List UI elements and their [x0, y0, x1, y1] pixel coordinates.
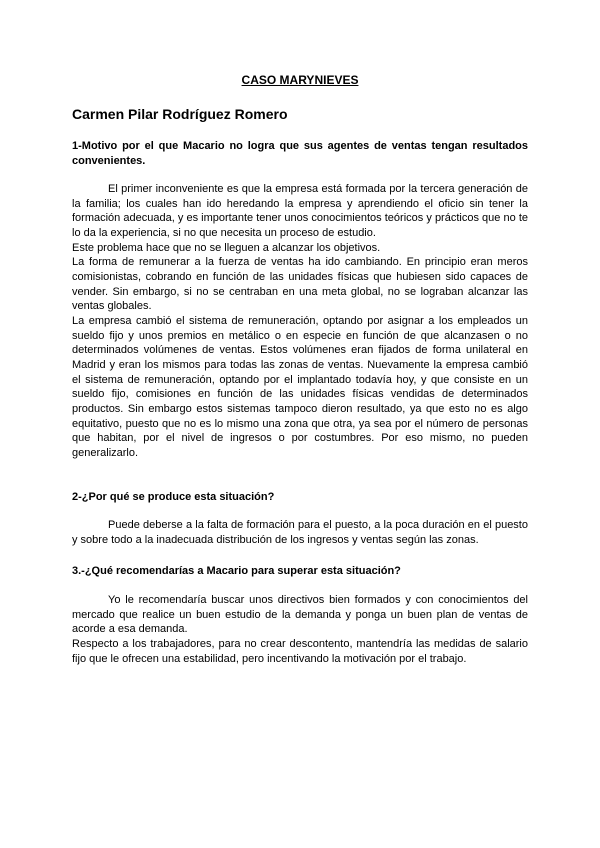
- answer-3-paragraph-1: Yo le recomendaría buscar unos directivos bien formados y con conocimientos del mercado que realice un buen estudio de la demanda y ponga un buen plan de ventas de acorde a esa demanda.: [72, 594, 528, 636]
- document-title: CASO MARYNIEVES: [241, 73, 359, 87]
- answer-1: [72, 182, 528, 460]
- answer-3-paragraph-2: Respecto a los trabajadores, para no crear descontento, mantendría las medidas de salario fijo que le ofrecen una estabilidad, pero incentivando la motivación por el trabajo.: [72, 637, 528, 665]
- answer-3: [72, 593, 528, 666]
- answer-1-paragraph-2: Este problema hace que no se lleguen a alcanzar los objetivos.: [72, 241, 381, 254]
- question-2-heading: 2-¿Por qué se produce esta situación?: [72, 491, 275, 503]
- answer-1-paragraph-3: La forma de remunerar a la fuerza de ventas ha ido cambiando. En principio eran meros comisionistas, cobrando en función de las unidades físicas que hubiesen sido capaces de vender. Sin embargo, si no se centraban en una meta global, no se lograban alcanzar las ventas globales.: [72, 256, 528, 313]
- answer-2: [72, 518, 528, 547]
- author-name: Carmen Pilar Rodríguez Romero: [72, 106, 288, 122]
- answer-1-paragraph-1: El primer inconveniente es que la empresa está formada por la tercera generación de la familia; los cuales han ido heredando la empresa y aprendiendo el oficio sin tener la formación adecuada, y es importante tener unos conocimientos teóricos y prácticos que no te lo da la experiencia, si no que necesita un proceso de estudio.: [72, 183, 528, 239]
- answer-2-paragraph-1: Puede deberse a la falta de formación para el puesto, a la poca duración en el puesto y sobre todo a la inadecuada distribución de los ingresos y ventas según las zonas.: [72, 519, 528, 546]
- answer-1-paragraph-4: La empresa cambió el sistema de remuneración, optando por asignar a los empleados un sueldo fijo y unos premios en metálico o en especie en función de que alcanzasen o no determinados volúmenes de ventas. Estos volúmenes eran fijados de forma unilateral en Madrid y eran los mismos para todas las zonas de ventas. Nuevamente la empresa cambió el sistema de remuneración, optando por el implantado todavía hoy, y que consiste en un sueldo fijo, comisiones en función de las unidades físicas vendidas de determinados productos. Sin embargo estos sistemas tampoco dieron resultado, ya que esto no es algo equitativo, puesto que no es lo mismo una zona que otra, ya sea por el número de personas que habitan, por el nivel de ingresos o por costumbres. Por eso mismo, no pueden generalizarlo.: [72, 314, 528, 459]
- question-3-heading: 3.-¿Qué recomendarías a Macario para superar esta situación?: [72, 565, 401, 577]
- question-1-heading: 1-Motivo por el que Macario no logra que sus agentes de ventas tengan resultados convenientes.: [72, 140, 528, 167]
